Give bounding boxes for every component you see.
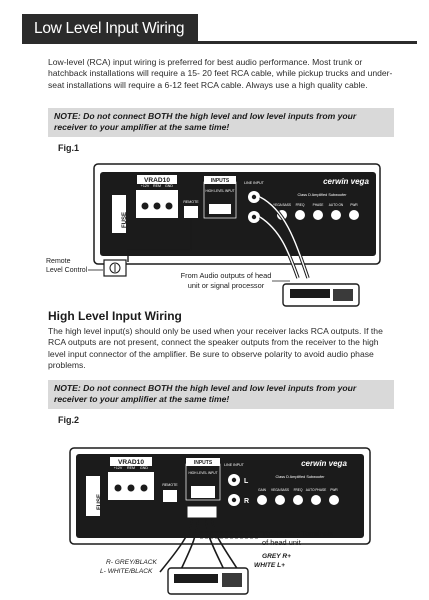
fig1-fuse-label: FUSE <box>122 211 128 229</box>
fig1-diagram <box>0 150 429 310</box>
fig1-product: Class D Amplified Subwoofer <box>297 193 347 197</box>
fig2-brand: cerwin vega <box>301 459 347 468</box>
fig1-terminal-gnd <box>166 203 173 210</box>
fig2-knob-label-4: PWR <box>330 488 338 492</box>
intro-paragraph: Low-level (RCA) input wiring is preferred for best audio performance. Most trunk or hatchback installations will require a 15- 20 feet RCA cable, while pickup trucks and under-seat installations will require a 6-12 feet RCA cable. Always use a high quality cable. <box>48 57 393 90</box>
fig1-line-input-label: LINE INPUT <box>244 181 264 185</box>
fig2-product: Class D Amplified Subwoofer <box>275 475 325 479</box>
fig1-terminal-rem <box>154 203 161 210</box>
header-rule <box>22 41 417 44</box>
fig2-rca-l-mark: L <box>244 478 249 485</box>
fig1-label: Fig.1 <box>58 143 80 153</box>
fig2-remote-jack <box>163 490 177 502</box>
note-2: NOTE: Do not connect BOTH the high level and low level inputs from your receiver to your amplifier at the same time! <box>48 380 394 409</box>
fig1-knob-label-2: PHASE <box>312 203 324 207</box>
fig1-remote-callout-1: Remote <box>46 258 71 265</box>
fig1-terminal-label-0: +12V <box>140 184 150 188</box>
fig2-remote-label: REMOTE <box>162 483 178 487</box>
fig1-terminal-label-1: REM <box>153 184 161 188</box>
fig2-model: VRAD10 <box>117 459 145 466</box>
high-level-paragraph: The high level input(s) should only be used when your receiver lacks RCA outputs. If the RCA outputs are not present, connect the speaker outputs from the receiver to the high level input connector of the amplifier. Be sure to observe polarity to avoid audio phase problems. <box>48 326 383 371</box>
fig2-fuse-label: FUSE <box>97 493 103 511</box>
fig1-model: VRAD10 <box>143 177 171 184</box>
fig1-remote-jack <box>184 206 198 218</box>
fig2-hl-plug <box>187 506 217 518</box>
fig1-audio-callout-2: unit or signal processor <box>187 281 265 290</box>
fig1-terminal-12v <box>142 203 149 210</box>
fig2-terminal-label-0: +12V <box>113 466 123 470</box>
fig1-terminal-label-2: GND <box>165 184 173 188</box>
fig2-rca-r-mark: R <box>244 498 250 505</box>
fig2-diagram <box>0 432 429 600</box>
fig2-knob-label-1: VEGA BASS <box>270 488 290 492</box>
section-title: Low Level Input Wiring <box>22 14 198 44</box>
section-header <box>22 14 417 44</box>
fig2-terminal-label-2: GND <box>140 466 148 470</box>
fig2-inputs-label: INPUTS <box>193 460 213 466</box>
fig2-high-level-connector <box>191 486 215 498</box>
note-1: NOTE: Do not connect BOTH the high level and low level inputs from your receiver to your amplifier at the same time! <box>48 108 394 137</box>
fig1-high-level-connector <box>209 204 231 214</box>
fig1-brand: cerwin vega <box>323 177 369 186</box>
fig2-terminals-callout-2: of head unit <box>262 538 301 547</box>
fig2-terminals-callout-1: To Speaker Terminals <box>262 529 333 538</box>
fig2-label: Fig.2 <box>58 415 80 425</box>
fig2-wire-r-plus: GREY R+ <box>262 553 292 560</box>
fig1-remote-callout-2: Level Control <box>46 267 88 274</box>
fig2-terminal-label-1: REM <box>127 466 135 470</box>
fig1-audio-callout-1: From Audio outputs of head <box>180 271 272 280</box>
fig2-high-level-label: HIGH LEVEL INPUT <box>188 471 218 475</box>
fig2-knob-label-0: GAIN <box>258 488 266 492</box>
fig1-knob-label-3: AUTO ON <box>328 203 344 207</box>
fig1-knob-label-1: FREQ <box>295 203 305 207</box>
high-level-title: High Level Input Wiring <box>48 309 182 323</box>
fig2-wire-l-plus: WHITE L+ <box>254 562 285 569</box>
fig2-knob-label-2: FREQ <box>293 488 303 492</box>
fig2-line-input-label: LINE INPUT <box>224 463 244 467</box>
fig2-wire-r-minus: R- GREY/BLACK <box>106 559 157 566</box>
fig1-high-level-label: HIGH LEVEL INPUT <box>205 189 235 193</box>
fig1-knob-label-0: VEGA BASS <box>272 203 292 207</box>
fig2-knob-label-3: AUTO PHASE <box>305 488 327 492</box>
fig1-knob-label-4: PWR <box>350 203 358 207</box>
fig1-inputs-label: INPUTS <box>210 178 230 184</box>
fig2-wire-l-minus: L- WHITE/BLACK <box>100 568 153 575</box>
fig1-remote-label: REMOTE <box>183 200 199 204</box>
